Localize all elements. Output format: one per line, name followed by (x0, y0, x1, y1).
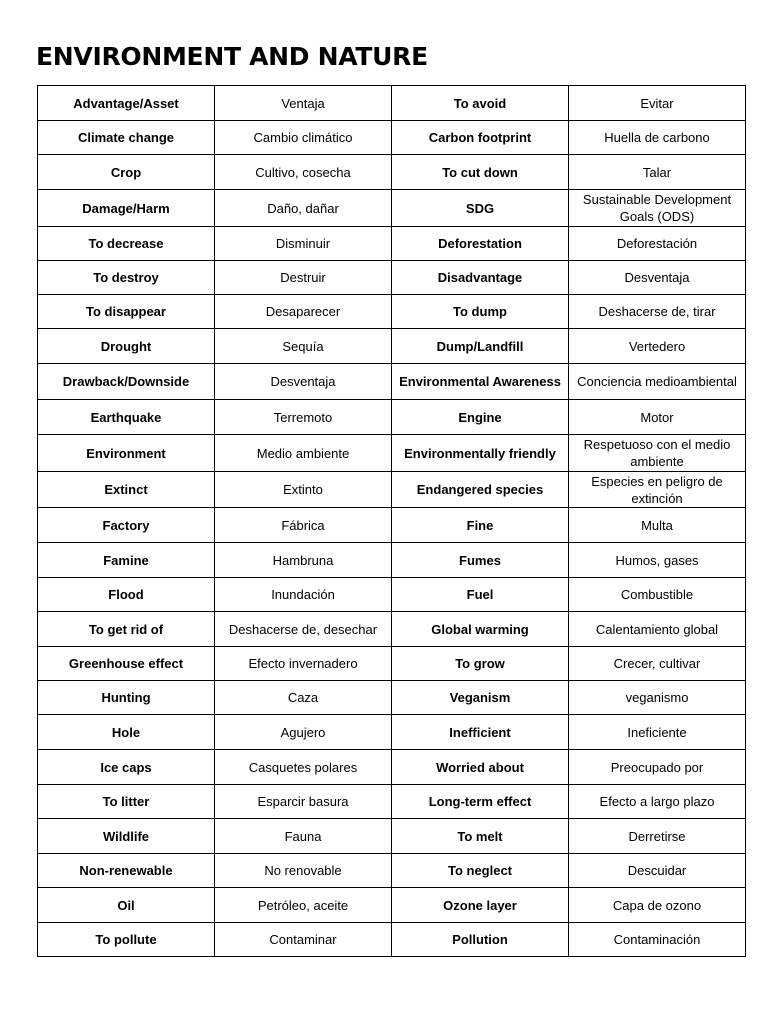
spanish-translation: Huella de carbono (569, 121, 746, 155)
spanish-translation: Extinto (215, 472, 392, 508)
page-title: ENVIRONMENT AND NATURE (36, 42, 428, 71)
spanish-translation: Cultivo, cosecha (215, 155, 392, 190)
english-term: Inefficient (392, 715, 569, 750)
vocabulary-table-body (38, 86, 746, 957)
spanish-translation: Deforestación (569, 227, 746, 261)
english-term: SDG (392, 190, 569, 227)
spanish-translation: Multa (569, 508, 746, 543)
english-term: Deforestation (392, 227, 569, 261)
spanish-translation: Motor (569, 400, 746, 435)
english-term: Extinct (38, 472, 215, 508)
table-row (38, 647, 746, 681)
spanish-translation: Hambruna (215, 543, 392, 578)
english-term: To grow (392, 647, 569, 681)
spanish-translation: Fábrica (215, 508, 392, 543)
english-term: To neglect (392, 854, 569, 888)
english-term: Wildlife (38, 819, 215, 854)
table-row (38, 819, 746, 854)
table-row (38, 508, 746, 543)
english-term: To get rid of (38, 612, 215, 647)
english-term: Greenhouse effect (38, 647, 215, 681)
spanish-translation: Terremoto (215, 400, 392, 435)
table-row (38, 923, 746, 957)
spanish-translation: Casquetes polares (215, 750, 392, 785)
english-term: Global warming (392, 612, 569, 647)
english-term: Flood (38, 578, 215, 612)
spanish-translation: Daño, dañar (215, 190, 392, 227)
spanish-translation: Contaminar (215, 923, 392, 957)
table-row (38, 400, 746, 435)
english-term: To pollute (38, 923, 215, 957)
spanish-translation: Efecto a largo plazo (569, 785, 746, 819)
english-term: Earthquake (38, 400, 215, 435)
table-row (38, 227, 746, 261)
spanish-translation: Desventaja (569, 261, 746, 295)
english-term: Worried about (392, 750, 569, 785)
spanish-translation: Preocupado por (569, 750, 746, 785)
spanish-translation: Agujero (215, 715, 392, 750)
english-term: Fine (392, 508, 569, 543)
english-term: Factory (38, 508, 215, 543)
english-term: Environment (38, 435, 215, 472)
spanish-translation: Capa de ozono (569, 888, 746, 923)
spanish-translation: Destruir (215, 261, 392, 295)
english-term: Hunting (38, 681, 215, 715)
table-row (38, 854, 746, 888)
english-term: Fuel (392, 578, 569, 612)
table-row (38, 715, 746, 750)
english-term: Pollution (392, 923, 569, 957)
english-term: To litter (38, 785, 215, 819)
table-row (38, 155, 746, 190)
vocabulary-table (37, 85, 746, 957)
english-term: To melt (392, 819, 569, 854)
spanish-translation: Ineficiente (569, 715, 746, 750)
english-term: Disadvantage (392, 261, 569, 295)
english-term: Non-renewable (38, 854, 215, 888)
spanish-translation: Conciencia medioambiental (569, 364, 746, 400)
spanish-translation: Fauna (215, 819, 392, 854)
spanish-translation: Deshacerse de, desechar (215, 612, 392, 647)
table-row (38, 750, 746, 785)
spanish-translation: Crecer, cultivar (569, 647, 746, 681)
table-row (38, 190, 746, 227)
table-row (38, 261, 746, 295)
english-term: Endangered species (392, 472, 569, 508)
spanish-translation: Combustible (569, 578, 746, 612)
spanish-translation: Ventaja (215, 86, 392, 121)
table-row (38, 888, 746, 923)
spanish-translation: Respetuoso con el medio ambiente (569, 435, 746, 472)
english-term: Ozone layer (392, 888, 569, 923)
english-term: Drawback/Downside (38, 364, 215, 400)
english-term: Oil (38, 888, 215, 923)
english-term: Veganism (392, 681, 569, 715)
spanish-translation: Contaminación (569, 923, 746, 957)
spanish-translation: Cambio climático (215, 121, 392, 155)
english-term: Engine (392, 400, 569, 435)
table-row (38, 121, 746, 155)
english-term: Carbon footprint (392, 121, 569, 155)
table-row (38, 472, 746, 508)
spanish-translation: Desaparecer (215, 295, 392, 329)
spanish-translation: Sustainable Development Goals (ODS) (569, 190, 746, 227)
table-row (38, 785, 746, 819)
spanish-translation: Especies en peligro de extinción (569, 472, 746, 508)
english-term: Advantage/Asset (38, 86, 215, 121)
english-term: Hole (38, 715, 215, 750)
spanish-translation: Derretirse (569, 819, 746, 854)
spanish-translation: Desventaja (215, 364, 392, 400)
english-term: Environmental Awareness (392, 364, 569, 400)
english-term: To disappear (38, 295, 215, 329)
table-row (38, 295, 746, 329)
spanish-translation: Efecto invernadero (215, 647, 392, 681)
spanish-translation: Deshacerse de, tirar (569, 295, 746, 329)
english-term: To avoid (392, 86, 569, 121)
spanish-translation: veganismo (569, 681, 746, 715)
english-term: To decrease (38, 227, 215, 261)
table-row (38, 681, 746, 715)
english-term: Long-term effect (392, 785, 569, 819)
table-row (38, 86, 746, 121)
english-term: Damage/Harm (38, 190, 215, 227)
english-term: Fumes (392, 543, 569, 578)
spanish-translation: Sequía (215, 329, 392, 364)
english-term: Environmentally friendly (392, 435, 569, 472)
spanish-translation: Disminuir (215, 227, 392, 261)
spanish-translation: Vertedero (569, 329, 746, 364)
spanish-translation: Esparcir basura (215, 785, 392, 819)
english-term: Crop (38, 155, 215, 190)
english-term: Dump/Landfill (392, 329, 569, 364)
english-term: Ice caps (38, 750, 215, 785)
spanish-translation: Petróleo, aceite (215, 888, 392, 923)
english-term: To cut down (392, 155, 569, 190)
spanish-translation: Evitar (569, 86, 746, 121)
table-row (38, 543, 746, 578)
spanish-translation: Inundación (215, 578, 392, 612)
english-term: To dump (392, 295, 569, 329)
spanish-translation: No renovable (215, 854, 392, 888)
spanish-translation: Calentamiento global (569, 612, 746, 647)
english-term: Famine (38, 543, 215, 578)
english-term: To destroy (38, 261, 215, 295)
table-row (38, 578, 746, 612)
table-row (38, 329, 746, 364)
spanish-translation: Caza (215, 681, 392, 715)
spanish-translation: Descuidar (569, 854, 746, 888)
english-term: Climate change (38, 121, 215, 155)
table-row (38, 435, 746, 472)
spanish-translation: Talar (569, 155, 746, 190)
table-row (38, 364, 746, 400)
english-term: Drought (38, 329, 215, 364)
table-row (38, 612, 746, 647)
spanish-translation: Medio ambiente (215, 435, 392, 472)
spanish-translation: Humos, gases (569, 543, 746, 578)
